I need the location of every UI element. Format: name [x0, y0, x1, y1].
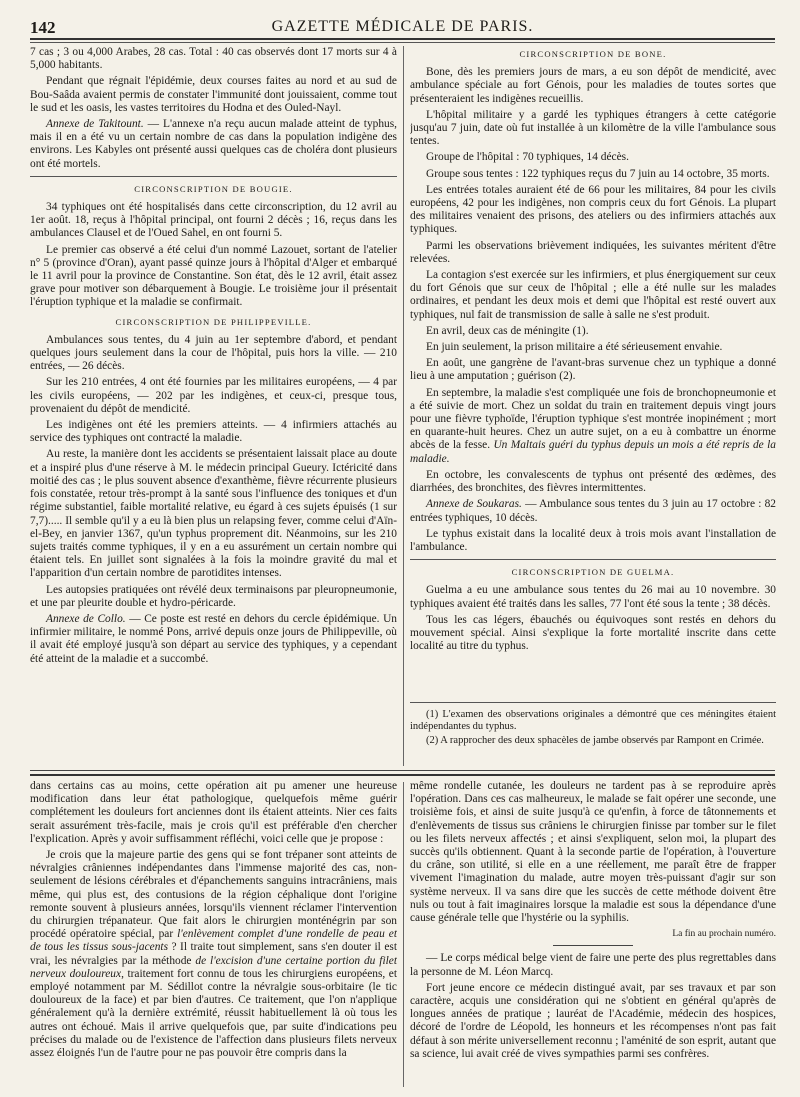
- paragraph: Groupe de l'hôpital : 70 typhiques, 14 décès.: [426, 151, 629, 164]
- section-rule: [410, 559, 776, 560]
- annexe-label: Annexe de Takitount.: [46, 118, 144, 131]
- header-rule: [30, 38, 775, 40]
- paragraph: Bone, dès les premiers jours de mars, a eu son dépôt de mendicité, avec ambulance spéciale au fort Génois, pour les maladies de toutes sortes que présenteraient les indigènes recueillis.: [410, 66, 776, 105]
- page-number: 142: [30, 18, 56, 37]
- column-top-right: [410, 46, 776, 746]
- paragraph: dans certains cas au moins, cette opération ait pu amener une heureuse modification dans leur état pathologique, quelquefois même guérir complétement les douleurs fort anciennes dont ils étaient atteints. Nier ces faits serait assurément très-facile, mais je crois qu'il est préférable d'en chercher l'explication. Après y avoir suffisamment réfléchi, voici celle que je propose :: [30, 780, 397, 845]
- section-divider: [30, 770, 775, 771]
- paragraph: [410, 498, 776, 524]
- paragraph: En octobre, les convalescents de typhus ont présenté des œdèmes, des diarrhées, des bronchites, des fièvres intermittentes.: [410, 468, 776, 495]
- section-heading-bougie: CIRCONSCRIPTION DE BOUGIE.: [134, 183, 293, 194]
- paragraph: Le typhus existait dans la localité deux à trois mois avant l'installation de l'ambulance.: [410, 527, 776, 553]
- page-header: [30, 14, 775, 40]
- column-divider-top: [403, 46, 404, 766]
- footnote-rule: [410, 702, 776, 703]
- section-divider-thick: [30, 774, 775, 776]
- paragraph: Fort jeune encore ce médecin distingué avait, par ses travaux et par son caractère, acquis une considération qui ne s'obtient en général qu'après de longues années de pratique ; lauréat de l'Académie, médecin des hospices, décoré de l'ordre de Léopold, les honneurs et les récompenses n'ont pas fait défaut à son mérite universellement reconnu ; l'aménité de son esprit, autant que sa science, lui avait créé de vives sympathies parmi ses confrères.: [410, 981, 776, 1060]
- paragraph: Tous les cas légers, ébauchés ou équivoques sont restés en dehors du mouvement spécial. Ainsi s'explique la forte mortalité inscrite dans cette localité au titre du typhus.: [410, 613, 776, 653]
- italic-phrase: l'enlèvement complet d'une rondelle de peau et de tous les tissus sous-jacents: [30, 928, 397, 954]
- header-rule-thin: [30, 42, 775, 43]
- section-rule: [30, 176, 397, 177]
- paragraph: Les entrées totales auraient été de 66 pour les militaires, 84 pour les civils européens, 42 pour les indigènes, non compris ceux du fort Génois. La plupart des militaires venaient des prisons, des ateliers ou des infirmiers attachés aux typhiques.: [410, 183, 776, 236]
- footnote-1: (1) L'examen des observations originales a démontré que ces méningites étaient indépendantes du typhus.: [410, 709, 776, 732]
- paragraph: [30, 613, 397, 666]
- paragraph: En avril, deux cas de méningite (1).: [426, 324, 589, 337]
- italic-phrase: de l'excision d'une certaine portion du filet nerveux douloureux: [30, 954, 397, 980]
- paragraph: Les autopsies pratiquées ont révélé deux terminaisons par pleuropneumonie, et une par pleurite double et hydro-péricarde.: [30, 583, 397, 609]
- paragraph: [30, 849, 397, 1060]
- paragraph-text: , traitement fort connu de tous les chirurgiens européens, et employé notamment par M. Sédillot contre la névralgie sous-orbitaire (le tic douloureux de la face) et par bien d'autres. Ce traitement, que l'on n'applique généralement qu'à la dernière extrémité, réussit habituellement là où tous les autres ont échoué. Mais il arrive quelquefois que, par suite d'indications peu précises du malade ou de l'existence de l'affection dans plusieurs filets nerveux assez éloignés l'un de l'autre pour ne pas pouvoir être compris dans la: [30, 967, 397, 1060]
- section-heading-philippeville: CIRCONSCRIPTION DE PHILIPPEVILLE.: [115, 316, 312, 327]
- paragraph: En août, une gangrène de l'avant-bras survenue chez un typhique a donné lieu à une amputation ; guérison (2).: [410, 357, 776, 383]
- paragraph-text: — L'annexe n'a reçu aucun malade atteint de typhus, mais il en a été vu un certain nombre de cas dans la population indigène des environs. Les Kabyles ont présenté aussi quelques cas de choléra dont plusieurs ont été mortels.: [30, 118, 397, 170]
- paragraph: En juin seulement, la prison militaire a été sérieusement envahie.: [426, 341, 723, 354]
- paragraph-text: En septembre, la maladie s'est compliquée une fois de bronchopneumonie et a été suivie de mort. Chez un soldat du train en traitement depuis vingt jours pour une fièvre typhoïde, l'éruption typhique s'est montrée inopinément ; mort en quarante-huit heures. Chez un autre sujet, on a eu à combattre un énorme abcès de la fesse.: [410, 386, 776, 452]
- journal-title: GAZETTE MÉDICALE DE PARIS.: [271, 18, 534, 35]
- paragraph: Pendant que régnait l'épidémie, deux courses faites au nord et au sud de Bou-Saâda avaient permis de constater l'immunité dont jouissaient, comme tout le sud et les oasis, les vastes territoires du Hodna et des Ouled-Nayl.: [30, 75, 397, 114]
- footnotes: [410, 702, 776, 749]
- paragraph: [30, 118, 397, 171]
- paragraph: Sur les 210 entrées, 4 ont été fournies par les militaires européens, — 4 par les civils européens, — 202 par les indigènes, et ceux-ci, presque tous, provenaient du dépôt de mendicité.: [30, 376, 397, 415]
- paragraph: même rondelle cutanée, les douleurs ne tardent pas à se reproduire après l'opération. Dans ces cas malheureux, le malade se fait opérer une seconde, une troisième fois, et ainsi de suite jusqu'à ce qu'enfin, à force de tâtonnements et d'enlèvements de tissus sus crâniens le chirurgien finisse par tomber sur le filet ou les filets nerveux affectés ; et ainsi s'expliquent, selon moi, la plupart des succès qu'ils obtiennent. Quant à la seconde partie de l'opération, à l'ouverture du crâne, son utilité, si elle en a une réellement, me paraît être de frapper vivement l'imagination du malade, autre moyen très-puissant d'agir sur son système nerveux. Il va sans dire que les succès de cette méthode doivent être nuls ou tout à fait imaginaires lorsque la maladie est sous la dépendance d'une cause générale telle que l'hystérie ou la syphilis.: [410, 780, 776, 925]
- paragraph: Le premier cas observé a été celui d'un nommé Lazouet, sortant de l'atelier n° 5 (province d'Oran), ayant passé quinze jours à l'hôpital d'Alger et embarqué le 11 avril pour la province de Constantine. Son état, dès le 12 avril, était assez grave pour motiver son débarquement à Bougie. Le troisième jour il présentait l'éruption typhique et la maladie se confirmait.: [30, 243, 397, 309]
- paragraph: Groupe sous tentes : 122 typhiques reçus du 7 juin au 14 octobre, 35 morts.: [426, 167, 770, 180]
- paragraph: [410, 387, 776, 466]
- column-top-left: [30, 46, 397, 746]
- paragraph: Au reste, la manière dont les accidents se présentaient laissait place au doute et a inspiré plus d'une réserve à M. le médecin principal Gueury. Ictéricité dans moitié des cas ; le plus souvent absence d'exanthème, fièvre récurrente plusieurs fois constatée, retour très-prompt à la santé sous l'influence des toniques et d'un régime substantiel, faible mortalité relative, eu égard à ces sujets épuisés (1 sur 7,7)..... Il semble qu'il y a eu là bien plus un relapsing fever, comme celui d'Aïn-el-Bey, en janvier 1367, qu'un typhus proprement dit. Néanmoins, sur les 210 sujets traités comme typhiques, il y en a eu assurément un certain nombre qui étaient tels. En juillet sont signalées à la fois la moindre gravité du mal et l'apparition d'un certain nombre de parotidites intenses.: [30, 448, 397, 580]
- column-divider-bottom: [403, 782, 404, 1087]
- paragraph: Guelma a eu une ambulance sous tentes du 26 mai au 10 novembre. 30 typhiques avaient été traités dans les salles, 77 l'ont été sous la tente ; 38 décès.: [410, 584, 776, 610]
- paragraph: — Le corps médical belge vient de faire une perte des plus regrettables dans la personne de M. Léon Marcq.: [410, 952, 776, 978]
- paragraph-text: ? Il traite tout simplement, sans s'en douter il est vrai, les névralgies par la méthode: [30, 941, 397, 967]
- annexe-label: Annexe de Collo.: [46, 612, 126, 625]
- column-bottom-right: [410, 780, 776, 1090]
- paragraph-text: Je crois que la majeure partie des gens qui se font trépaner sont atteints de névralgies crâniennes indépendantes dans l'immense majorité des cas, non-seulement de lésions cérébrales et d'épanchements sanguins intracrâniens, mais même, qui plus est, des contusions de la région céphalique dont l'origine remonte souvent à plusieurs années, lorsqu'ils viennent réclamer l'intervention du chirurgien trépanateur. Que fait alors le chirurgien monténégrin par son procédé opératoire spécial, par: [30, 849, 397, 941]
- footnote-2: (2) A rapprocher des deux sphacèles de jambe observés par Rampont en Crimée.: [426, 735, 764, 746]
- paragraph: La contagion s'est exercée sur les infirmiers, et plus énergiquement sur ceux du fort Génois que sur ceux de l'hôpital ; elle a été nulle sur les malades ordinaires, et pendant les deux mois et demi que l'hôpital est resté ouvert aux typhiques, nul fait de transmission de salle à salle ne s'est produit.: [410, 269, 776, 321]
- paragraph: Parmi les observations brièvement indiquées, les suivantes méritent d'être relevées.: [410, 239, 776, 265]
- paragraph: L'hôpital militaire y a gardé les typhiques étrangers à cette catégorie jusqu'au 7 juin, date où fut installée à un kilomètre de la ville l'ambulance sous tentes.: [410, 108, 776, 148]
- continued-note: La fin au prochain numéro.: [672, 929, 776, 940]
- paragraph: 34 typhiques ont été hospitalisés dans cette circonscription, du 12 avril au 1er août. 18, reçus à l'hôpital principal, ont fourni 2 décès ; 16, reçus dans les ambulances Clausel et de l'Oued Sahel, en ont fourni 5.: [30, 201, 397, 240]
- paragraph-text: — Ce poste est resté en dehors du cercle épidémique. Un infirmier militaire, le nommé Pons, arrivé depuis onze jours de Philippeville, où il avait été employé jusqu'à son départ au service des typhiques, y a cependant été atteint de la maladie et a succombé.: [30, 612, 397, 665]
- column-bottom-left: [30, 780, 397, 1090]
- annexe-label: Annexe de Soukaras.: [426, 498, 522, 511]
- section-heading-bone: CIRCONSCRIPTION DE BONE.: [519, 49, 667, 59]
- short-rule: [553, 945, 633, 946]
- paragraph-text: — Ambulance sous tentes du 3 juin au 17 octobre : 82 entrées typhiques, 10 décès.: [410, 498, 776, 524]
- italic-sentence: Un Maltais guéri du typhus depuis un mois a été repris de la maladie.: [410, 439, 776, 465]
- section-heading-guelma: CIRCONSCRIPTION DE GUELMA.: [511, 567, 675, 578]
- paragraph: Les indigènes ont été les premiers atteints. — 4 infirmiers attachés au service des typhiques ont contracté la maladie.: [30, 419, 397, 445]
- paragraph: 7 cas ; 3 ou 4,000 Arabes, 28 cas. Total : 40 cas observés dont 17 morts sur 4 à 5,000 habitants.: [30, 46, 397, 72]
- paragraph: Ambulances sous tentes, du 4 juin au 1er septembre d'abord, et pendant quelques jours seulement dans la cour de l'hôpital, puis hors la ville. — 210 entrées, — 26 décès.: [30, 333, 397, 373]
